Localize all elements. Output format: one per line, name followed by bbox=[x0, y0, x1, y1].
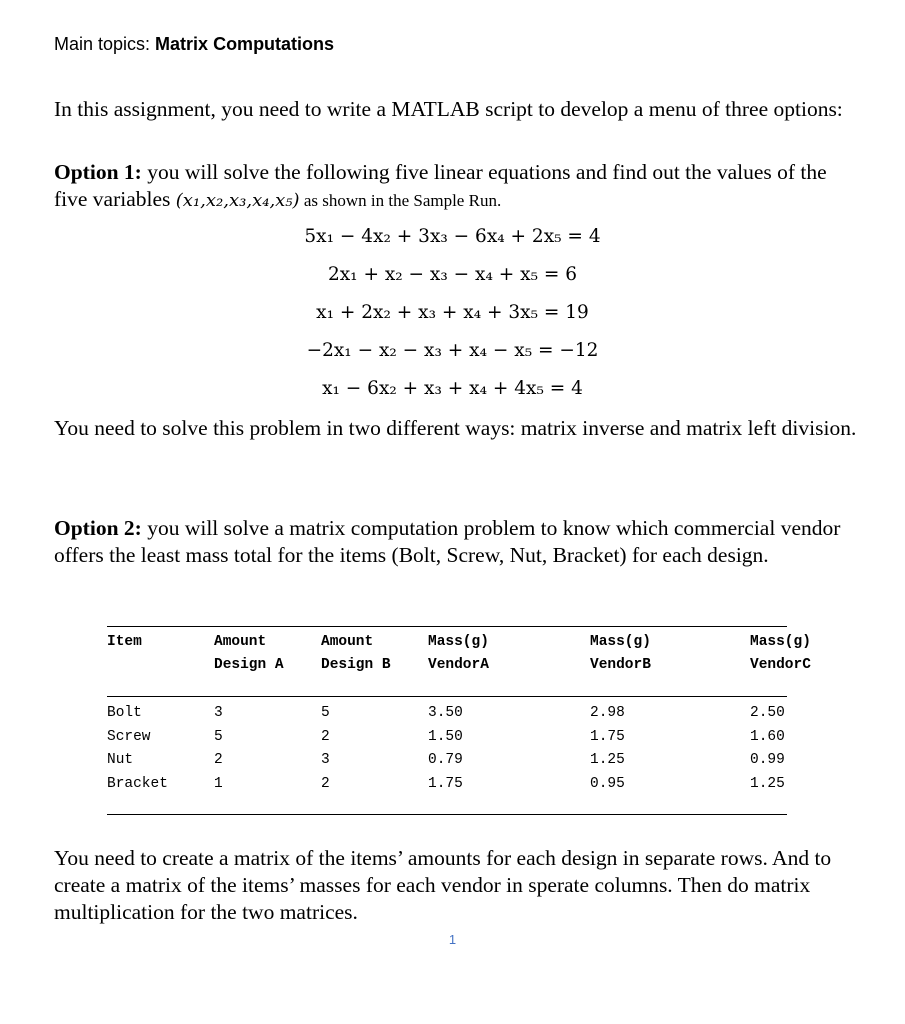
cell-design-a: 5 bbox=[214, 729, 223, 745]
cell-vendor-a: 0.79 bbox=[428, 752, 463, 768]
option1-note: You need to solve this problem in two different ways: matrix inverse and matrix left division. bbox=[54, 416, 857, 440]
cell-item: Bracket bbox=[107, 776, 168, 792]
option1-text: you will solve the following five linear equations and find out the values of the five variables bbox=[54, 160, 827, 211]
col-header-design-b-line1: Amount bbox=[321, 634, 374, 650]
equation-1: 5x₁ − 4x₂ + 3x₃ − 6x₄ + 2x₅ = 4 bbox=[304, 226, 601, 247]
col-header-vendor-a-line2: VendorA bbox=[428, 657, 489, 673]
option1-label: Option 1: bbox=[54, 160, 142, 184]
col-header-vendor-b-line1: Mass(g) bbox=[590, 634, 651, 650]
cell-design-b: 5 bbox=[321, 705, 330, 721]
col-header-design-a-line1: Amount bbox=[214, 634, 267, 650]
closing-paragraph: You need to create a matrix of the items’ amounts for each design in separate rows. And to create a matrix of the items’ masses for each vendor in sperate columns. Then do matrix multiplication for the two matrices. bbox=[54, 846, 832, 924]
equation-2: 2x₁ + x₂ − x₃ − x₄ + x₅ = 6 bbox=[327, 264, 578, 285]
table-header-rule bbox=[107, 696, 787, 697]
col-header-vendor-b-line2: VendorB bbox=[590, 657, 651, 673]
cell-vendor-a: 3.50 bbox=[428, 705, 463, 721]
cell-vendor-a: 1.75 bbox=[428, 776, 463, 792]
equation-5: x₁ − 6x₂ + x₃ + x₄ + 4x₅ = 4 bbox=[322, 378, 583, 399]
option2-text: you will solve a matrix computation problem to know which commercial vendor offers the least mass total for the items (Bolt, Screw, Nut, Bracket) for each design. bbox=[54, 516, 841, 567]
cell-vendor-a: 1.50 bbox=[428, 729, 463, 745]
page-number: 1 bbox=[448, 932, 457, 947]
cell-vendor-b: 0.95 bbox=[590, 776, 625, 792]
col-header-design-b-line2: Design B bbox=[321, 657, 391, 673]
cell-design-a: 1 bbox=[214, 776, 223, 792]
col-header-design-a-line2: Design A bbox=[214, 657, 284, 673]
option2-paragraph bbox=[54, 515, 859, 569]
cell-item: Screw bbox=[107, 729, 151, 745]
cell-design-a: 2 bbox=[214, 752, 223, 768]
table-top-rule bbox=[107, 626, 787, 627]
cell-design-b: 3 bbox=[321, 752, 330, 768]
option1-tail: as shown in the Sample Run. bbox=[299, 191, 502, 210]
cell-vendor-c: 1.60 bbox=[750, 729, 785, 745]
page-header bbox=[54, 34, 334, 55]
equation-3: x₁ + 2x₂ + x₃ + x₄ + 3x₅ = 19 bbox=[316, 302, 589, 323]
header-title: Matrix Computations bbox=[155, 34, 335, 54]
cell-vendor-c: 2.50 bbox=[750, 705, 785, 721]
cell-design-a: 3 bbox=[214, 705, 223, 721]
cell-design-b: 2 bbox=[321, 776, 330, 792]
equation-4: −2x₁ − x₂ − x₃ + x₄ − x₅ = −12 bbox=[306, 340, 599, 361]
cell-vendor-b: 1.25 bbox=[590, 752, 625, 768]
option1-vars: (x₁,x₂,x₃,x₄,x₅) bbox=[175, 190, 300, 211]
col-header-item: Item bbox=[107, 634, 142, 650]
option1-paragraph bbox=[54, 159, 859, 214]
header-prefix: Main topics: bbox=[54, 34, 156, 54]
col-header-vendor-a-line1: Mass(g) bbox=[428, 634, 489, 650]
cell-item: Bolt bbox=[107, 705, 142, 721]
table-bottom-rule bbox=[107, 814, 787, 815]
cell-vendor-c: 0.99 bbox=[750, 752, 785, 768]
intro-paragraph: In this assignment, you need to write a MATLAB script to develop a menu of three options: bbox=[54, 97, 843, 121]
col-header-vendor-c-line2: VendorC bbox=[750, 657, 811, 673]
cell-vendor-b: 2.98 bbox=[590, 705, 625, 721]
cell-item: Nut bbox=[107, 752, 134, 768]
cell-vendor-b: 1.75 bbox=[590, 729, 625, 745]
cell-design-b: 2 bbox=[321, 729, 330, 745]
cell-vendor-c: 1.25 bbox=[750, 776, 785, 792]
col-header-vendor-c-line1: Mass(g) bbox=[750, 634, 811, 650]
option2-label: Option 2: bbox=[54, 516, 142, 540]
